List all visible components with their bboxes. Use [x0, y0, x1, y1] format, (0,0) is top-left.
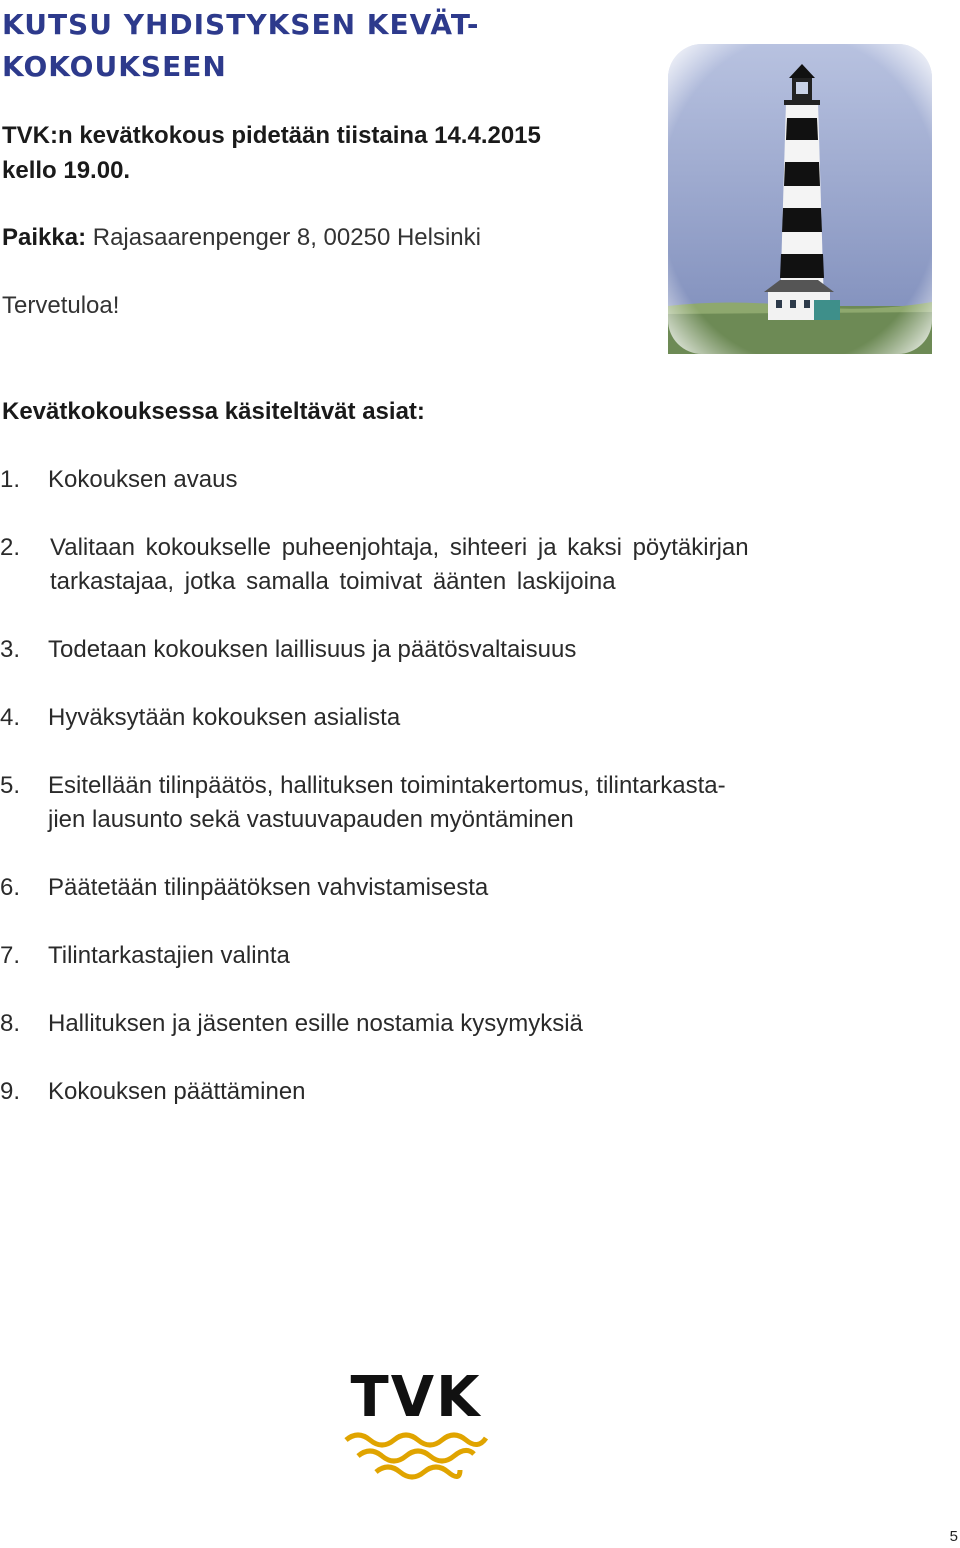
- waves-icon: [344, 1430, 488, 1480]
- page-number: 5: [949, 1528, 958, 1545]
- tvk-logo-text: TVK: [350, 1365, 482, 1430]
- agenda-item-number: 3.: [0, 636, 21, 663]
- title-line-2: KOKOUKSEEN: [2, 50, 227, 83]
- agenda-item-text: Valitaan kokoukselle puheenjohtaja, sihteeri ja kaksi pöytäkirjan tarkastajaa, jotka samalla toimivat äänten laskijoina: [50, 534, 749, 595]
- agenda-item-number: 6.: [0, 874, 21, 901]
- agenda-item-number: 2.: [0, 534, 21, 561]
- agenda-item-7: [0, 939, 820, 973]
- title-line-1: KUTSU YHDISTYKSEN KEVÄT-: [2, 8, 480, 41]
- agenda-item-text: Päätetään tilinpäätöksen vahvistamisesta: [48, 874, 489, 901]
- agenda-item-4: [0, 701, 820, 735]
- agenda-item-number: 9.: [0, 1078, 21, 1105]
- agenda-item-text: Kokouksen päättäminen: [48, 1078, 306, 1105]
- agenda-item-text: Todetaan kokouksen laillisuus ja päätösvaltaisuus: [48, 636, 577, 663]
- agenda-item-text: Hallituksen ja jäsenten esille nostamia kysymyksiä: [48, 1010, 583, 1037]
- place-label: Paikka:: [2, 224, 87, 251]
- agenda-item-number: 7.: [0, 942, 21, 969]
- agenda-item-number: 8.: [0, 1010, 21, 1037]
- meeting-date-line-2: kello 19.00.: [2, 157, 131, 184]
- agenda-heading: Kevätkokouksessa käsiteltävät asiat:: [2, 398, 425, 425]
- agenda-item-text: Esitellään tilinpäätös, hallituksen toimintakertomus, tilintarkasta-jien lausunto sekä vastuuvapauden myöntäminen: [48, 772, 726, 833]
- meeting-date-line-1: TVK:n kevätkokous pidetään tiistaina 14.4.2015: [2, 122, 541, 149]
- agenda-item-number: 4.: [0, 704, 21, 731]
- agenda-item-number: 5.: [0, 772, 21, 799]
- welcome-text: Tervetuloa!: [2, 292, 120, 319]
- agenda-item-6: [0, 871, 820, 905]
- agenda-item-text: Kokouksen avaus: [48, 466, 238, 493]
- page-title: [2, 4, 562, 88]
- meeting-date: [2, 118, 602, 188]
- agenda-item-1: [0, 463, 820, 497]
- agenda-item-9: [0, 1075, 820, 1109]
- tvk-logo: [340, 1365, 492, 1488]
- agenda-list: [0, 463, 820, 1143]
- agenda-item-5: [0, 769, 748, 837]
- agenda-item-2: [0, 531, 820, 599]
- agenda-item-8: [0, 1007, 820, 1041]
- meeting-place: [2, 221, 481, 255]
- agenda-item-text: Tilintarkastajien valinta: [48, 942, 290, 969]
- agenda-item-text: Hyväksytään kokouksen asialista: [48, 704, 401, 731]
- lighthouse-image: [668, 44, 932, 354]
- agenda-item-number: 1.: [0, 466, 21, 493]
- agenda-item-3: [0, 633, 820, 667]
- place-value: Rajasaarenpenger 8, 00250 Helsinki: [86, 224, 481, 251]
